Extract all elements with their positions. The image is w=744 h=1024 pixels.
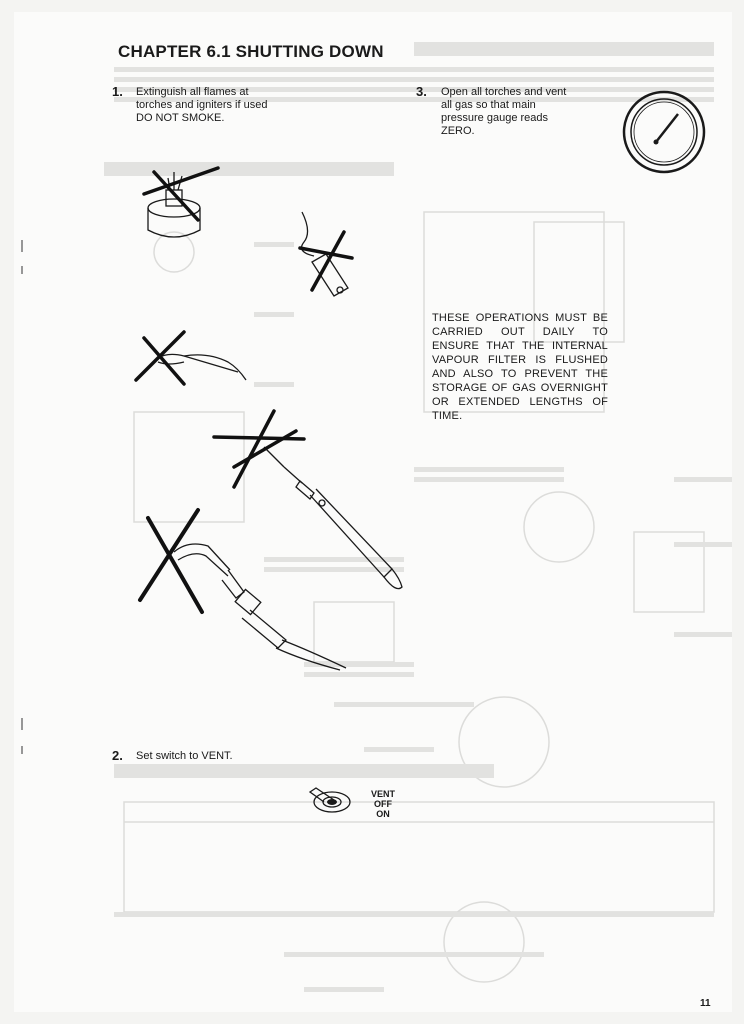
crossed-igniter [138,160,228,250]
crossed-match [128,322,248,392]
step-3-text: Open all torches and vent all gas so that main pressure gauge reads ZERO. [441,86,567,137]
step-2-text: Set switch to VENT. [136,750,233,762]
step-3-number: 3. [416,84,427,99]
document-page [14,12,732,1012]
switch-label-off: OFF [374,799,392,809]
crossed-torch [118,500,348,670]
switch-label-on: ON [376,809,390,819]
page-number: 11 [700,998,711,1009]
crossed-cigarette [286,212,356,302]
toggle-switch-icon [304,782,364,818]
switch-position-labels [371,789,395,819]
binder-marks [20,240,28,780]
daily-operations-notice: THESE OPERATIONS MUST BE CARRIED OUT DAILY TO ENSURE THAT THE INTERNAL VAPOUR FILTER IS FLUSHED AND ALSO TO PREVENT THE STORAGE OF GAS OVERNIGHT OR EXTENDED LENGTHS OF TIME. [432,312,608,422]
step-1-text: Extinguish all flames at torches and igniters if used DO NOT SMOKE. [136,86,268,124]
pressure-gauge-icon [622,90,706,174]
step-1-number: 1. [112,84,123,99]
chapter-title: CHAPTER 6.1 SHUTTING DOWN [118,42,384,61]
switch-label-vent: VENT [371,789,396,799]
step-2-number: 2. [112,748,123,763]
